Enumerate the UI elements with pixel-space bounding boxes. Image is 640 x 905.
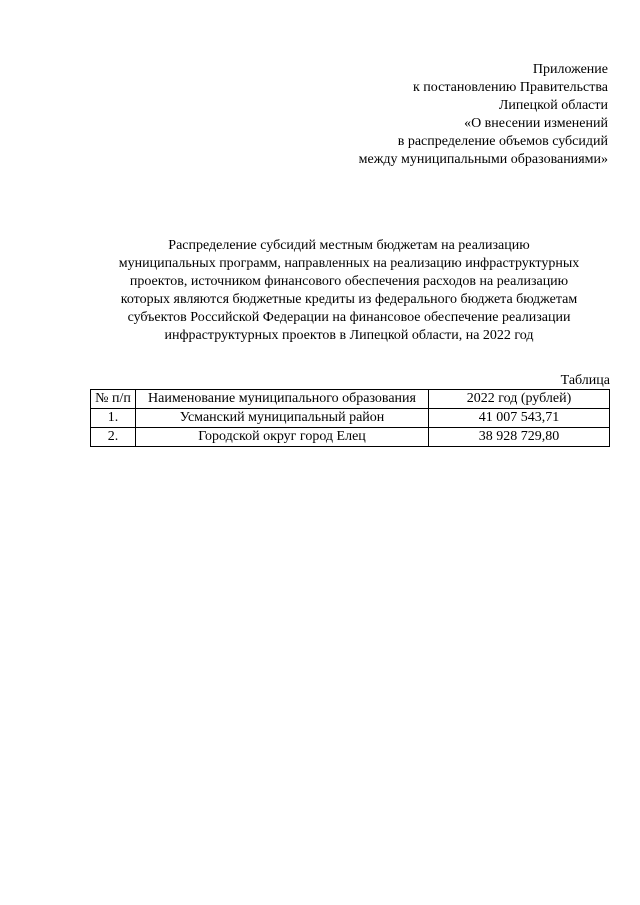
header-num: № п/п [91, 390, 136, 409]
title-line: муниципальных программ, направленных на реализацию инфраструктурных [118, 256, 580, 271]
table-row [91, 409, 610, 428]
table-caption: Таблица [560, 373, 610, 388]
appendix-line: в распределение объемов субсидий [397, 134, 608, 149]
row-amount: 41 007 543,71 [429, 409, 610, 428]
title-line: субъектов Российской Федерации на финансовое обеспечение реализации [127, 310, 571, 325]
table-row [91, 428, 610, 447]
appendix-block [188, 61, 608, 169]
appendix-line: к постановлению Правительства [412, 80, 608, 95]
appendix-line: между муниципальными образованиями» [358, 152, 608, 167]
appendix-line: Приложение [532, 62, 608, 77]
appendix-line: «О внесении изменений [464, 116, 608, 131]
title-line: Распределение субсидий местным бюджетам на реализацию [168, 238, 530, 253]
title-line: проектов, источником финансового обеспечения расходов на реализацию [129, 274, 569, 289]
table-header-row [91, 390, 610, 409]
appendix-line: Липецкой области [498, 98, 608, 113]
row-amount: 38 928 729,80 [429, 428, 610, 447]
document-title [88, 237, 610, 345]
row-num: 1. [91, 409, 136, 428]
row-name: Усманский муниципальный район [136, 409, 429, 428]
header-name: Наименование муниципального образования [136, 390, 429, 409]
subsidies-table [90, 389, 610, 447]
header-amount: 2022 год (рублей) [429, 390, 610, 409]
row-num: 2. [91, 428, 136, 447]
title-line: инфраструктурных проектов в Липецкой области, на 2022 год [164, 328, 534, 343]
title-line: которых являются бюджетные кредиты из федерального бюджета бюджетам [120, 292, 578, 307]
row-name: Городской округ город Елец [136, 428, 429, 447]
